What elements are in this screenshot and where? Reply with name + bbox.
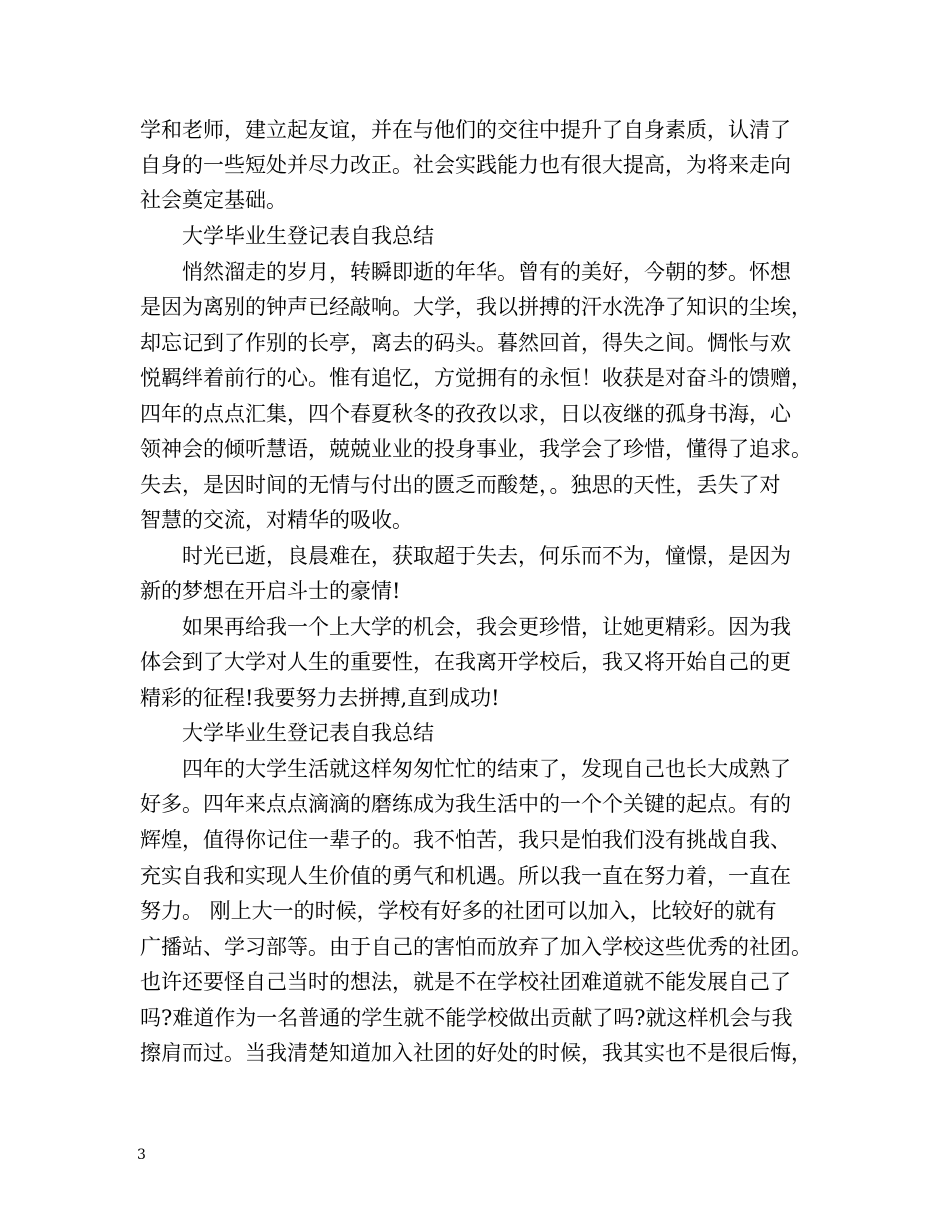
text-line: 充实自我和实现人生价值的勇气和机遇。所以我一直在努力着，一直在 bbox=[140, 864, 791, 888]
page-number: 3 bbox=[137, 1147, 146, 1163]
text-line: 精彩的征程!我要努力去拼搏,直到成功! bbox=[140, 686, 500, 710]
text-line: 时光已逝，良晨难在，获取超于失去，何乐而不为，憧憬，是因为 bbox=[182, 544, 791, 568]
text-line: 悄然溜走的岁月，转瞬即逝的年华。曾有的美好，今朝的梦。怀想 bbox=[182, 260, 791, 284]
text-line: 社会奠定基础。 bbox=[140, 188, 287, 212]
text-line: 智慧的交流，对精华的吸收。 bbox=[140, 508, 413, 532]
text-line: 四年的大学生活就这样匆匆忙忙的结束了，发现自己也长大成熟了 bbox=[182, 757, 791, 781]
text-line: 悦羁绊着前行的心。惟有追忆，方觉拥有的永恒！收获是对奋斗的馈赠， bbox=[140, 366, 812, 390]
text-line: 广播站、学习部等。由于自己的害怕而放弃了加入学校这些优秀的社团。 bbox=[140, 935, 812, 959]
text-line: 吗?难道作为一名普通的学生就不能学校做出贡献了吗?就这样机会与我 bbox=[140, 1006, 793, 1030]
text-line: 好多。四年来点点滴滴的磨练成为我生活中的一个个关键的起点。有的 bbox=[140, 792, 791, 816]
section-heading: 大学毕业生登记表自我总结 bbox=[182, 721, 434, 745]
text-line: 领神会的倾听慧语，兢兢业业的投身事业，我学会了珍惜，懂得了追求。 bbox=[140, 437, 812, 461]
text-line: 自身的一些短处并尽力改正。社会实践能力也有很大提高，为将来走向 bbox=[140, 153, 791, 177]
text-line: 努力。 刚上大一的时候，学校有好多的社团可以加入，比较好的就有 bbox=[140, 899, 777, 923]
text-line: 也许还要怪自己当时的想法，就是不在学校社团难道就不能发展自己了 bbox=[140, 970, 791, 994]
text-line: 却忘记到了作别的长亭，离去的码头。暮然回首，得失之间。惆怅与欢 bbox=[140, 331, 791, 355]
text-line: 新的梦想在开启斗士的豪情! bbox=[140, 579, 401, 603]
text-line: 四年的点点汇集，四个春夏秋冬的孜孜以求，日以夜继的孤身书海，心 bbox=[140, 402, 791, 426]
text-line: 是因为离别的钟声已经敲响。大学，我以拼搏的汗水洗净了知识的尘埃， bbox=[140, 295, 812, 319]
text-line: 体会到了大学对人生的重要性，在我离开学校后，我又将开始自己的更 bbox=[140, 650, 791, 674]
text-line: 学和老师，建立起友谊，并在与他们的交往中提升了自身素质，认清了 bbox=[140, 118, 791, 142]
text-line: 失去，是因时间的无情与付出的匮乏而酸楚，。独思的天性，丢失了对 bbox=[140, 473, 781, 497]
section-heading: 大学毕业生登记表自我总结 bbox=[182, 224, 434, 248]
text-line: 如果再给我一个上大学的机会，我会更珍惜，让她更精彩。因为我 bbox=[182, 615, 791, 639]
text-line: 辉煌，值得你记住一辈子的。我不怕苦，我只是怕我们没有挑战自我、 bbox=[140, 828, 791, 852]
text-line: 擦肩而过。当我清楚知道加入社团的好处的时候，我其实也不是很后悔， bbox=[140, 1041, 812, 1065]
